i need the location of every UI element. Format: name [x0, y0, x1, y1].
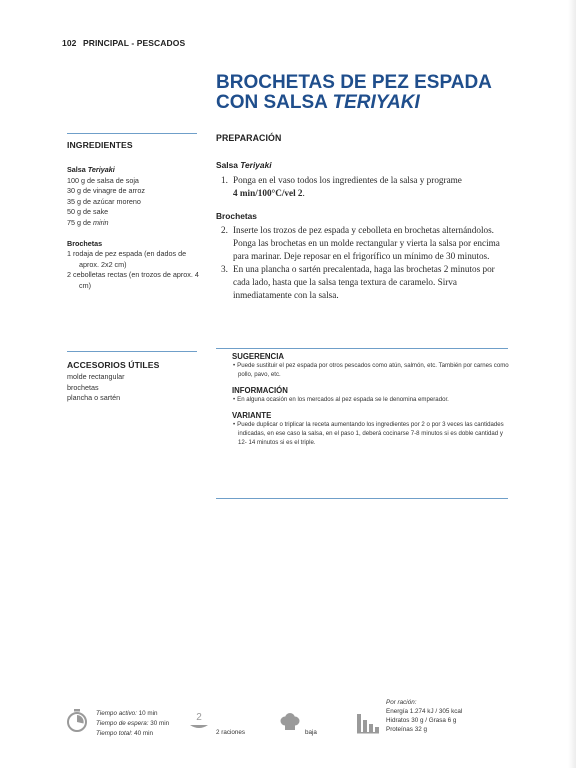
step-text: Inserte los trozos de pez espada y cebolleta en brochetas alternándolos. Ponga las brochetas en un molde rectangular y vierta la salsa por encima para marinar. Deje reposar en el frigorífico un mínimo de 30 minutos. — [233, 225, 500, 261]
protein-value: Proteínas 32 g — [386, 726, 427, 733]
preparation-step-2 — [216, 224, 510, 263]
energy-value: Energía 1.274 kJ / 305 kcal — [386, 708, 463, 715]
bullet: • — [233, 421, 236, 429]
nutrition-info — [386, 698, 462, 734]
active-time-value: 10 min — [138, 710, 158, 717]
per-serving-label: Por ración: — [386, 699, 417, 706]
group-title-italic: Teriyaki — [87, 165, 115, 174]
suggestion-block — [216, 352, 510, 379]
plate-icon — [188, 710, 210, 732]
section-name: PRINCIPAL - PESCADOS — [82, 38, 186, 48]
time-info — [96, 709, 169, 739]
step-text: Ponga en el vaso todos los ingredientes de la salsa y programe — [233, 175, 462, 185]
running-header — [62, 38, 185, 48]
suggestion-body: Puede sustituir el pez espada por otros pescados como atún, salmón, etc. También por carnes como pollo, pavo, etc. — [237, 362, 509, 379]
accessories-list — [67, 372, 199, 404]
ingredient-item: 35 g de azúcar moreno — [67, 196, 141, 206]
suggestion-text — [216, 361, 510, 379]
accessory-item: molde rectangular — [67, 372, 125, 381]
info-text — [216, 395, 510, 404]
ingredients-rule — [67, 133, 197, 134]
difficulty: baja — [305, 729, 317, 736]
suggestion-heading: SUGERENCIA — [232, 352, 284, 361]
preparation-subheading — [216, 160, 510, 170]
preparation-heading: PREPARACIÓN — [216, 133, 282, 143]
info-body: En alguna ocasión en los mercados al pez espada se le denomina emperador. — [237, 396, 449, 404]
accessory-item: brochetas — [67, 382, 99, 392]
servings: 2 raciones — [216, 729, 246, 736]
step-program: 4 min/100°C/vel 2 — [233, 188, 303, 198]
info-block — [216, 386, 510, 404]
total-time-label: Tiempo total: — [96, 730, 133, 737]
tips-top-rule — [216, 348, 508, 349]
accessory-item: plancha o sartén — [67, 393, 121, 403]
stopwatch-icon — [66, 708, 88, 733]
title-line-1: BROCHETAS DE PEZ ESPADA — [216, 72, 492, 93]
ingredient-item: 2 cebolletas rectas (en trozos de aprox. 4 cm) — [67, 270, 199, 290]
group-title-text: Salsa — [67, 165, 88, 174]
ingredient-item: 50 g de sake — [67, 207, 109, 217]
ingredient-item: 1 rodaja de pez espada (en dados de aprox. 2x2 cm) — [67, 249, 187, 269]
step-text: En una plancha o sartén precalentada, haga las brochetas 2 minutos por cada lado, hasta que la salsa tenga textura de caramelo. Sirva inmediatamente con la salsa. — [233, 264, 495, 300]
active-time — [96, 709, 169, 719]
ingredients-list — [67, 165, 199, 292]
variant-body: Puede duplicar o triplicar la receta aumentando los ingredientes por 2 o por 3 veces las cantidades indicadas, en ese caso la salsa, en el paso 1, deberá cocinarse 7-8 minutos si es doble cantidad y 12- 14 minutos si es el triple. — [237, 421, 504, 447]
recipe-footer — [0, 690, 576, 750]
page-number: 102 — [62, 38, 77, 48]
variant-heading: VARIANTE — [232, 411, 272, 421]
page-edge-shadow — [568, 0, 576, 768]
servings-icon-number: 2 — [196, 712, 202, 723]
step-number: 1. — [221, 175, 228, 185]
tips-box — [216, 352, 510, 455]
variant-text — [216, 420, 510, 447]
ingredient-item-italic: mirin — [92, 217, 109, 227]
chef-hat-icon — [279, 712, 301, 734]
preparation-step-3 — [216, 263, 510, 302]
ingredient-item — [67, 218, 199, 229]
wait-time-value: 30 min — [150, 720, 170, 727]
total-time-value: 40 min — [134, 730, 153, 737]
title-line-2-text: CON SALSA — [216, 92, 333, 113]
tips-bottom-rule — [216, 498, 508, 499]
subheading-italic: Teriyaki — [240, 160, 272, 170]
variant-block — [216, 411, 510, 447]
preparation-body — [216, 160, 510, 302]
ingredients-heading: INGREDIENTES — [67, 140, 133, 150]
preparation-step-1 — [216, 174, 510, 200]
step-end: . — [302, 188, 305, 198]
accessories-rule — [67, 351, 197, 352]
info-heading: INFORMACIÓN — [232, 386, 288, 396]
bullet: • — [233, 396, 236, 404]
title-line-2 — [216, 93, 536, 113]
title-line-2-italic: TERIYAKI — [332, 92, 420, 113]
total-time — [96, 729, 169, 739]
bullet: • — [233, 362, 236, 369]
ingredient-item-text: 75 g de — [67, 217, 93, 227]
ingredient-item: 100 g de salsa de soja — [67, 175, 139, 185]
ingredient-group-title: Brochetas — [67, 238, 103, 248]
wait-time — [96, 719, 169, 729]
step-number: 2. — [221, 225, 228, 235]
subheading-text: Salsa — [216, 160, 241, 170]
nutrition-bars-icon — [356, 712, 380, 734]
recipe-title — [216, 73, 536, 113]
preparation-subheading: Brochetas — [216, 211, 257, 221]
ingredient-group-title — [67, 165, 199, 176]
wait-time-label: Tiempo de espera: — [96, 720, 149, 727]
accessories-heading: ACCESORIOS ÚTILES — [67, 360, 160, 370]
step-number: 3. — [221, 264, 228, 274]
ingredient-item: 30 g de vinagre de arroz — [67, 186, 145, 196]
active-time-label: Tiempo activo: — [96, 710, 137, 717]
carbs-fat-value: Hidratos 30 g / Grasa 6 g — [386, 717, 457, 724]
